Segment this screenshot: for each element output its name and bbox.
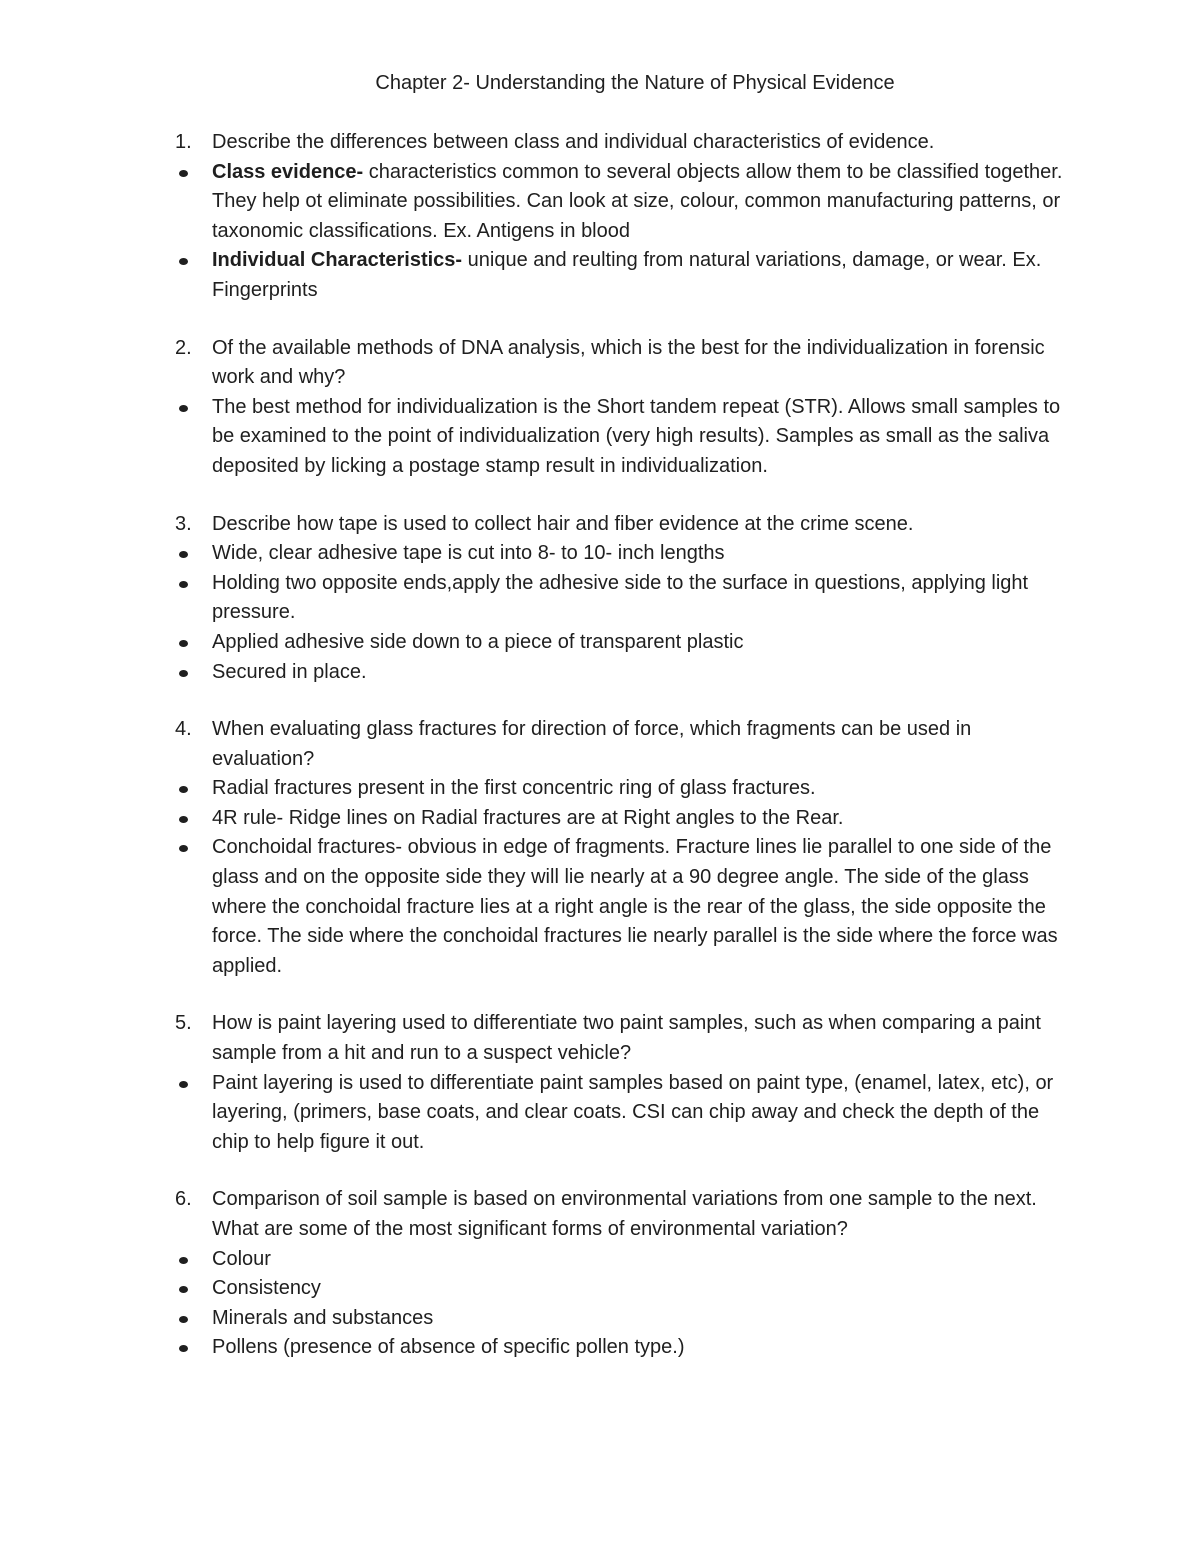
answer-bullet-item	[172, 1274, 1072, 1304]
question-text: When evaluating glass fractures for direction of force, which fragments can be used in evaluation?	[212, 718, 972, 770]
bullet-icon	[179, 405, 188, 412]
answer-term: Individual Characteristics-	[212, 249, 463, 272]
answer-text: The best method for individualization is the Short tandem repeat (STR). Allows small samples to be examined to the point of individualization (very high results). Samples as small as the saliva deposited by licking a postage stamp result in individualization.	[212, 395, 1061, 477]
question-item	[172, 715, 1072, 774]
bullet-icon	[179, 845, 188, 852]
document-title: Chapter 2- Understanding the Nature of Physical Evidence	[375, 72, 895, 94]
answer-bullet-item	[172, 393, 1072, 482]
answer-text: Paint layering is used to differentiate paint samples based on paint type, (enamel, latex, etc), or layering, (primers, base coats, and clear coats. CSI can chip away and check the depth of the chip to help figure it out.	[212, 1071, 1054, 1153]
bullet-icon	[179, 1286, 188, 1293]
section-gap	[172, 981, 1072, 1009]
answer-text: Pollens (presence of absence of specific pollen type.)	[212, 1336, 685, 1359]
answer-bullet-item	[172, 628, 1072, 658]
answer-bullet-item	[172, 158, 1072, 247]
answer-text: characteristics common to several objects allow them to be classified together. They help ot eliminate possibilities. Can look at size, colour, common manufacturing patterns, or taxonomic classifications. Ex. Antigens in blood	[212, 160, 1063, 242]
question-text: Comparison of soil sample is based on environmental variations from one sample to the next. What are some of the most significant forms of environmental variation?	[212, 1188, 1037, 1240]
question-number: 3.	[175, 512, 192, 535]
answer-bullet-item	[172, 569, 1072, 628]
answer-text: Consistency	[212, 1277, 321, 1300]
answer-bullet-item	[172, 658, 1072, 688]
question-item	[172, 128, 1072, 158]
answer-bullet-item	[172, 1069, 1072, 1158]
bullet-icon	[179, 581, 188, 588]
answer-text: Minerals and substances	[212, 1306, 434, 1329]
answer-bullet-item	[172, 539, 1072, 569]
answer-text: Wide, clear adhesive tape is cut into 8- to 10- inch lengths	[212, 542, 725, 565]
answer-bullet-item	[172, 1304, 1072, 1334]
answer-text: Radial fractures present in the first concentric ring of glass fractures.	[212, 777, 816, 800]
question-text: How is paint layering used to differentiate two paint samples, such as when comparing a paint sample from a hit and run to a suspect vehicle?	[212, 1012, 1041, 1065]
answer-bullet-item	[172, 833, 1072, 981]
question-number: 5.	[175, 1012, 192, 1035]
question-number: 1.	[175, 131, 192, 153]
bullet-icon	[179, 786, 188, 793]
answer-bullet-item	[172, 1245, 1072, 1275]
section-gap	[172, 306, 1072, 334]
question-text: Describe the differences between class and individual characteristics of evidence.	[212, 131, 935, 153]
bullet-icon	[179, 670, 188, 677]
question-item	[172, 1009, 1072, 1068]
question-number: 2.	[175, 336, 192, 359]
answer-text: Conchoidal fractures- obvious in edge of fragments. Fracture lines lie parallel to one side of the glass and on the opposite side they will lie nearly at a 90 degree angle. The side of the glass where the conchoidal fracture lies at a right angle is the rear of the glass, the side opposite the force. The side where the conchoidal fractures lie nearly parallel is the side where the force was applied.	[212, 836, 1058, 977]
answer-text: 4R rule- Ridge lines on Radial fractures are at Right angles to the Rear.	[212, 806, 844, 829]
bullet-icon	[179, 1081, 188, 1088]
question-text: Of the available methods of DNA analysis, which is the best for the individualization in forensic work and why?	[212, 336, 1045, 389]
bullet-icon	[179, 258, 188, 265]
question-item	[172, 510, 1072, 540]
answer-text: Colour	[212, 1247, 271, 1270]
bullet-icon	[179, 170, 188, 177]
answer-bullet-item	[172, 246, 1072, 305]
bullet-icon	[179, 551, 188, 558]
answer-text: Holding two opposite ends,apply the adhesive side to the surface in questions, applying light pressure.	[212, 571, 1029, 624]
answer-text: Secured in place.	[212, 660, 367, 683]
bullet-icon	[179, 640, 188, 647]
section-gap	[172, 687, 1072, 715]
answer-text: unique and reulting from natural variations, damage, or wear. Ex. Fingerprints	[212, 249, 1042, 301]
answer-term: Class evidence-	[212, 160, 364, 183]
answer-bullet-item	[172, 804, 1072, 834]
answer-bullet-item	[172, 1333, 1072, 1363]
section-gap	[172, 482, 1072, 510]
question-number: 6.	[175, 1188, 192, 1211]
answer-text: Applied adhesive side down to a piece of transparent plastic	[212, 630, 744, 653]
bullet-icon	[179, 1345, 188, 1352]
answer-bullet-item	[172, 774, 1072, 804]
question-number: 4.	[175, 718, 192, 741]
bullet-icon	[179, 816, 188, 823]
section-gap	[172, 1157, 1072, 1185]
bullet-icon	[179, 1316, 188, 1323]
bullet-icon	[179, 1257, 188, 1264]
question-item	[172, 334, 1072, 393]
question-item	[172, 1185, 1072, 1244]
question-text: Describe how tape is used to collect hair and fiber evidence at the crime scene.	[212, 512, 914, 535]
question-list	[172, 128, 1072, 1363]
